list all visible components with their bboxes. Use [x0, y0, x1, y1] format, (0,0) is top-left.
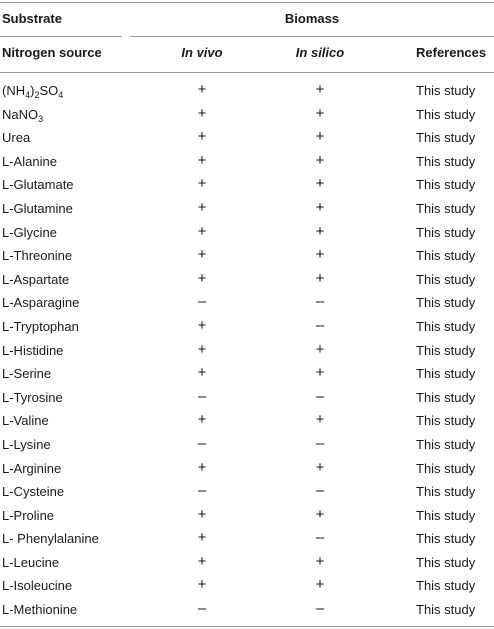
in-vivo-header: In vivo	[181, 45, 223, 60]
nitrogen-source-cell: L-Serine	[2, 366, 52, 382]
in-vivo-cell: +	[197, 128, 207, 146]
reference-cell: This study	[416, 177, 476, 193]
nitrogen-source-cell: L-Tyrosine	[2, 389, 63, 405]
nitrogen-source-cell: L-Histidine	[2, 342, 64, 358]
header-row-2	[0, 37, 494, 71]
in-silico-cell: +	[315, 104, 325, 122]
in-vivo-cell: –	[197, 293, 207, 311]
reference-cell: This study	[416, 271, 476, 287]
in-silico-cell: +	[315, 411, 325, 429]
in-silico-cell: –	[315, 316, 325, 334]
formula-part: (NH	[2, 83, 26, 98]
in-silico-cell: +	[315, 458, 325, 476]
table-row	[0, 150, 494, 174]
table-row	[0, 480, 494, 504]
in-vivo-cell: +	[197, 175, 207, 193]
table-row	[0, 339, 494, 363]
in-vivo-cell: +	[197, 151, 207, 169]
reference-cell: This study	[416, 106, 476, 122]
in-vivo-cell: +	[197, 222, 207, 240]
nitrogen-source-cell: L-Arginine	[2, 460, 62, 476]
formula-part: NaNO	[2, 106, 39, 122]
reference-cell: This study	[416, 484, 476, 500]
nitrogen-source-cell: L-Glutamate	[2, 177, 74, 193]
reference-cell: This study	[416, 460, 476, 476]
nitrogen-source-cell: L-Cysteine	[2, 484, 65, 500]
reference-cell: This study	[416, 153, 476, 169]
in-silico-cell: –	[315, 600, 325, 618]
table-row	[0, 291, 494, 315]
table-row	[0, 362, 494, 386]
nitrogen-source-header: Nitrogen source	[2, 45, 102, 60]
table-row	[0, 126, 494, 150]
references-header: References	[416, 45, 487, 60]
in-vivo-cell: +	[197, 576, 207, 594]
table-row	[0, 244, 494, 268]
reference-cell: This study	[416, 130, 476, 146]
formula-subscript: 4	[25, 90, 31, 100]
in-silico-cell: +	[315, 552, 325, 570]
in-silico-header: In silico	[295, 45, 345, 60]
reference-cell: This study	[416, 602, 476, 618]
reference-cell: This study	[416, 224, 476, 240]
in-silico-cell: +	[315, 151, 325, 169]
table-row	[0, 79, 494, 103]
reference-cell: This study	[416, 295, 476, 311]
substrate-header: Substrate	[2, 11, 62, 26]
table-row	[0, 598, 494, 622]
nitrogen-source-cell: Urea	[2, 130, 31, 146]
table-row	[0, 574, 494, 598]
table-row	[0, 457, 494, 481]
reference-cell: This study	[416, 531, 476, 547]
nitrogen-source-cell	[2, 83, 63, 99]
in-vivo-cell: +	[197, 364, 207, 382]
table-row	[0, 173, 494, 197]
in-silico-cell: +	[315, 340, 325, 358]
formula-subscript: 4	[58, 90, 64, 100]
table-row	[0, 433, 494, 457]
reference-cell: This study	[416, 342, 476, 358]
nitrogen-source-cell: L-Valine	[2, 413, 49, 429]
table-row	[0, 197, 494, 221]
reference-cell: This study	[416, 578, 476, 594]
table-row	[0, 103, 494, 127]
in-vivo-cell: +	[197, 552, 207, 570]
nitrogen-source-cell: L-Asparagine	[2, 295, 80, 311]
in-vivo-cell: +	[197, 269, 207, 287]
bottom-rule	[0, 626, 494, 627]
nitrogen-source-cell: L-Aspartate	[2, 271, 70, 287]
in-vivo-cell: +	[197, 198, 207, 216]
in-vivo-cell: –	[197, 434, 207, 452]
in-silico-cell: +	[315, 175, 325, 193]
formula-part: )	[30, 83, 35, 98]
reference-cell: This study	[416, 83, 476, 98]
header-row-1	[0, 0, 494, 37]
nitrogen-source-cell: L-Glutamine	[2, 200, 73, 216]
in-silico-cell: –	[315, 482, 325, 500]
formula-subscript: 2	[34, 90, 40, 100]
reference-cell: This study	[416, 507, 476, 523]
in-silico-cell: +	[315, 364, 325, 382]
in-silico-cell: +	[315, 222, 325, 240]
in-silico-cell: +	[315, 246, 325, 264]
in-vivo-cell: +	[197, 246, 207, 264]
nitrogen-source-cell	[2, 107, 43, 123]
in-vivo-cell: +	[197, 81, 207, 98]
in-vivo-cell: –	[197, 387, 207, 405]
nitrogen-source-cell: L-Leucine	[2, 554, 60, 570]
header-bottom-rule	[0, 72, 494, 73]
table-row	[0, 386, 494, 410]
nitrogen-source-cell: L-Lysine	[2, 436, 51, 452]
reference-cell: This study	[416, 366, 476, 382]
table-body	[0, 79, 494, 622]
in-vivo-cell: +	[197, 529, 207, 547]
in-silico-cell: –	[315, 434, 325, 452]
nitrogen-source-cell: L-Tryptophan	[2, 318, 79, 334]
in-vivo-cell: +	[197, 104, 207, 122]
in-silico-cell: +	[315, 128, 325, 146]
reference-cell: This study	[416, 318, 476, 334]
table-row	[0, 527, 494, 551]
table-row	[0, 504, 494, 528]
reference-cell: This study	[416, 554, 476, 570]
table-row	[0, 551, 494, 575]
reference-cell: This study	[416, 248, 476, 264]
in-vivo-cell: +	[197, 411, 207, 429]
in-silico-cell: –	[315, 529, 325, 547]
in-silico-cell: +	[315, 269, 325, 287]
table-row	[0, 268, 494, 292]
in-vivo-cell: +	[197, 340, 207, 358]
in-silico-cell: +	[315, 505, 325, 523]
table-row	[0, 315, 494, 339]
nitrogen-source-cell: L-Alanine	[2, 153, 57, 169]
in-silico-cell: +	[315, 576, 325, 594]
in-silico-cell: –	[315, 387, 325, 405]
in-vivo-cell: +	[197, 505, 207, 523]
reference-cell: This study	[416, 389, 476, 405]
reference-cell: This study	[416, 413, 476, 429]
in-silico-cell: +	[315, 81, 325, 98]
reference-cell: This study	[416, 436, 476, 452]
in-silico-cell: +	[315, 198, 325, 216]
formula-part: SO	[39, 83, 59, 98]
in-vivo-cell: –	[197, 482, 207, 500]
reference-cell: This study	[416, 200, 476, 216]
nitrogen-source-cell: L-Isoleucine	[2, 578, 73, 594]
nitrogen-source-cell: L-Glycine	[2, 224, 57, 240]
in-silico-cell: –	[315, 293, 325, 311]
table-row	[0, 221, 494, 245]
in-vivo-cell: +	[197, 458, 207, 476]
table-row	[0, 409, 494, 433]
biomass-header: Biomass	[284, 11, 340, 26]
nitrogen-source-cell: L-Proline	[2, 507, 55, 523]
nitrogen-source-cell: L-Threonine	[2, 248, 73, 264]
nitrogen-source-cell: L-Methionine	[2, 602, 78, 618]
in-vivo-cell: –	[197, 600, 207, 618]
in-vivo-cell: +	[197, 316, 207, 334]
formula-subscript: 3	[38, 113, 44, 124]
nitrogen-source-cell: L- Phenylalanine	[2, 531, 99, 547]
